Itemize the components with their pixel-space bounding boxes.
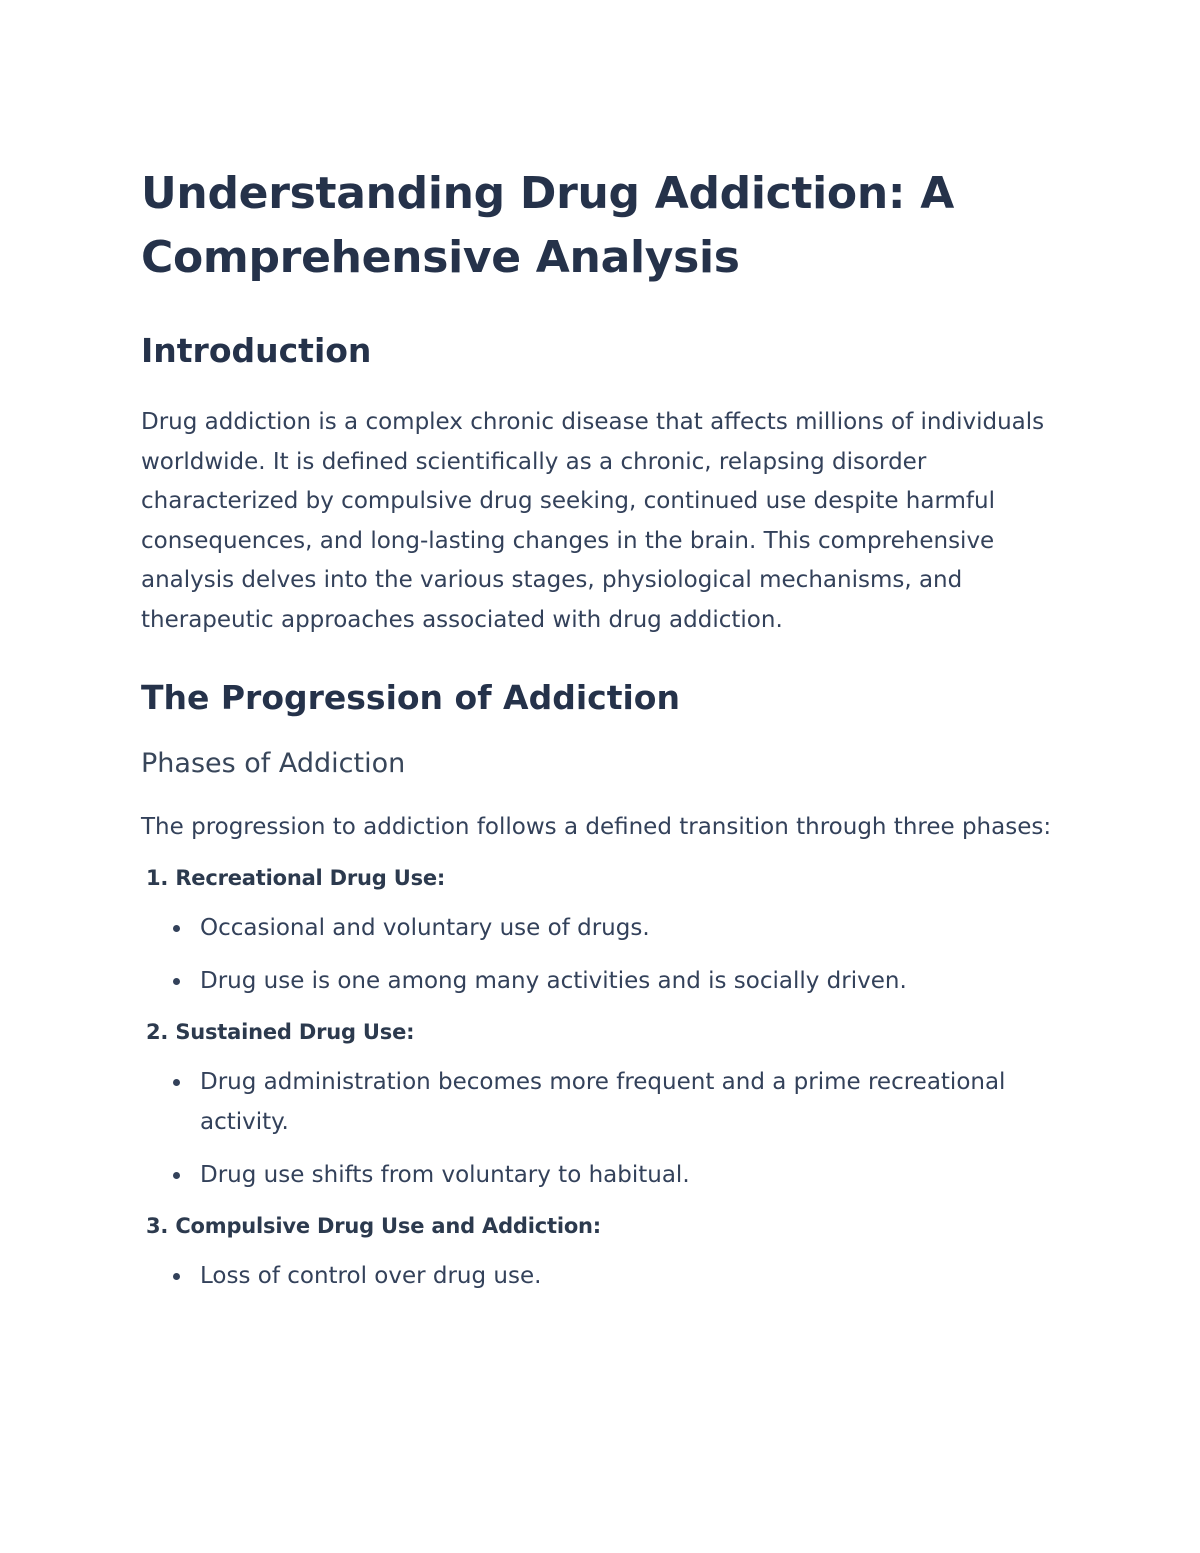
bullet-text: Drug administration becomes more frequent and a prime recreational activity. (200, 1069, 1006, 1136)
introduction-heading: Introduction (141, 331, 372, 370)
phase-bullet-list (141, 908, 1071, 1001)
bullet-icon (173, 1079, 180, 1086)
phase-title-text: Sustained Drug Use: (175, 1020, 415, 1045)
phase-title (141, 1209, 1071, 1243)
bullet-item (141, 961, 1071, 1001)
bullet-icon (173, 1172, 180, 1179)
phases-intro-paragraph: The progression to addiction follows a defined transition through three phases: (141, 813, 1052, 840)
bullet-icon (173, 978, 180, 985)
phase-bullet-list (141, 1062, 1071, 1195)
bullet-icon (173, 925, 180, 932)
bullet-item (141, 1155, 1071, 1195)
bullet-icon (173, 1273, 180, 1280)
phase-number: 1. (146, 866, 169, 891)
bullet-text: Drug use shifts from voluntary to habitual. (200, 1162, 690, 1189)
bullet-item (141, 1062, 1071, 1142)
phase-title (141, 1015, 1071, 1049)
introduction-paragraph: Drug addiction is a complex chronic disease that affects millions of individuals worldwide. It is defined scientifically as a chronic, relapsing disorder characterized by compulsive drug seeking, continued use despite harmful consequences, and long-lasting changes in the brain. This comprehensive analysis delves into the various stages, physiological mechanisms, and therapeutic approaches associated with drug addiction. (141, 409, 1045, 633)
document-page (141, 162, 1071, 1296)
phase-title (141, 861, 1071, 895)
phase-bullet-list (141, 1256, 1071, 1296)
phases-subheading: Phases of Addiction (141, 747, 406, 779)
phase-item (141, 1015, 1071, 1195)
phases-list (141, 861, 1071, 1296)
phase-item (141, 861, 1071, 1001)
bullet-text: Drug use is one among many activities and is socially driven. (200, 968, 907, 995)
phase-number: 3. (146, 1214, 169, 1239)
bullet-item (141, 908, 1071, 948)
phase-item (141, 1209, 1071, 1296)
bullet-text: Loss of control over drug use. (200, 1263, 542, 1290)
phase-number: 2. (146, 1020, 169, 1045)
progression-heading: The Progression of Addiction (141, 677, 680, 717)
phase-title-text: Recreational Drug Use: (175, 866, 446, 891)
bullet-item (141, 1256, 1071, 1296)
document-title: Understanding Drug Addiction: A Comprehensive Analysis (141, 168, 954, 283)
bullet-text: Occasional and voluntary use of drugs. (200, 915, 650, 942)
phase-title-text: Compulsive Drug Use and Addiction: (175, 1214, 601, 1239)
